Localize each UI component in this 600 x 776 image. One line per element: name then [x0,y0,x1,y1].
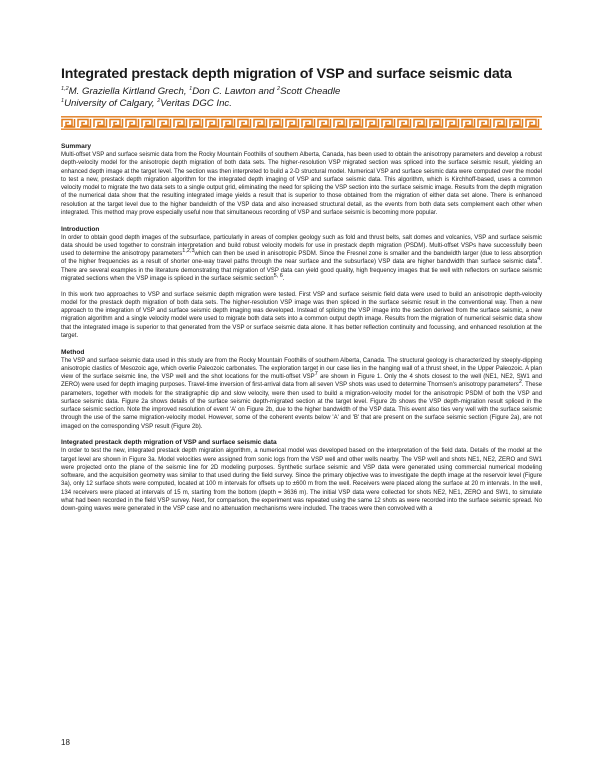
greek-key-unit [382,119,395,127]
greek-key-unit [446,119,459,127]
author-3: Scott Cheadle [280,86,341,97]
greek-key-unit [478,119,491,127]
greek-key-unit [350,119,363,127]
greek-key-unit [318,119,331,127]
method-paragraph: The VSP and surface seismic data used in this study are from the Rocky Mountain Foothills of southern Alberta, Canada. The structural geology is characterized by steeply-dipping anisotropic clastics of Mesozoic age, which overlie Paleozoic carbonates. The exploration target in our case lies in the hanging wall of a thrust sheet, in the Upper Paleozoic. A plan view of the surface seismic line, the VSP well and the shot locations for the multi-offset VSP$^7$ are shown in Figure 1. Only the 4 shots closest to the well (NE1, NE2, SW1 and ZERO) were used for depth imaging purposes. Travel-time inversion of first-arrival data from all seven VSP shots was used to determine Thomsen's anisotropy parameters$^2$. These parameters, together with models for the stratigraphic dip and slow velocity, were then used to build a migration-velocity model for the anisotropic PSDM of both the VSP and surface seismic data. Figure 2a shows details of the surface seismic depth-migrated section at the target level. Figure 2b shows the VSP depth-migration result spliced in the surface seismic section. Note the improved resolution of event 'A' on Figure 2b, due to the higher bandwidth of the VSP data. This event also ties very well with the surface seismic through the use of the same migration-velocity model. However, some of the coherent events below 'A' and 'B' that are present on the surface seismic section (Figure 2a), are not imaged on the corresponding VSP result (Figure 2b). [61,357,542,430]
integrated-heading: Integrated prestack depth migration of VSP and surface seismic data [61,439,277,447]
greek-key-unit [206,119,219,127]
greek-key-unit [494,119,507,127]
greek-key-unit [110,119,123,127]
author-sup-3: 2 [277,85,281,92]
paper-body [61,142,542,513]
greek-key-unit [414,119,427,127]
greek-key-unit [510,119,523,127]
affiliation-line [61,98,542,110]
greek-key-unit [302,119,315,127]
greek-key-unit [158,119,171,127]
greek-key-unit [462,119,475,127]
greek-key-unit [190,119,203,127]
greek-key-unit [270,119,283,127]
method-heading: Method [61,348,85,356]
greek-key-unit [286,119,299,127]
author-2: Don C. Lawton and [192,86,278,97]
greek-key-unit [222,119,235,127]
affiliation-2: Veritas DGC Inc. [160,97,232,109]
affiliation-1: University of Calgary, [64,97,158,109]
greek-key-unit [94,119,107,127]
greek-key-border [61,116,542,130]
paper-title: Integrated prestack depth migration of VSP and surface seismic data [61,66,512,82]
greek-key-unit [366,119,379,127]
greek-key-unit [526,119,539,127]
affiliation-sup-1: 1 [61,97,65,104]
greek-key-unit [142,119,155,127]
greek-key-unit [398,119,411,127]
greek-key-unit [430,119,443,127]
introduction-paragraph-2: In this work two approaches to VSP and surface seismic depth migration were tested. First VSP and surface seismic field data were used to build an anisotropic depth-velocity model for the prestack depth migration of both data sets. The higher-resolution VSP image was then spliced in the surface seismic result in the conventional way. Then a new approach to the integration of VSP and surface seismic depth imaging was developed. Instead of splicing the VSP image into the section derived from the surface seismic, a new migration algorithm and a single velocity model were used to migrate both data sets into a common output depth image. Results from the migration of numerical seismic data show that the integrated image is superior to that generated from the VSP or surface seismic data alone. It has better reflection continuity and focussing, and enhanced resolution at the target. [61,291,542,339]
integrated-paragraph: In order to test the new, integrated prestack depth migration algorithm, a numerical model was developed based on the interpretation of the field data. Details of the model at the target level are shown in Figure 3a. Model velocities were assigned from sonic logs from the VSP well and other wells nearby. The VSP well and shots NE1, NE2, ZERO and SW1 were projected onto the plane of the seismic line for 2D modeling purposes. Synthetic surface seismic and VSP data were generated using commercial numerical modeling software, and the acquisition geometry was similar to that used during the field survey. Since the primary objective was to investigate the depth image at the reservoir level (Figure 3a), only 12 surface shots were computed, located at 100 m intervals for offsets up to ±600 m from the well. Receivers were placed along the surface at 20 m intervals. In the well, 134 receivers were placed at intervals of 15 m, starting from the bottom (depth = 3636 m). The initial VSP data were collected for shots NE2, NE1, ZERO and SW1, to simulate what had been recorded in the field VSP survey. Next, for comparison, the experiment was repeated using the same 12 shots as were recorded into the surface seismic spread. No down-going waves were generated in the VSP case and no attenuation mechanisms were included. The traces were then convolved with a [61,448,542,512]
affiliation-sup-2: 2 [157,97,161,104]
page-number: 18 [61,738,70,747]
introduction-heading: Introduction [61,225,100,233]
greek-key-unit [78,119,91,127]
author-1: M. Graziella Kirtland Grech, [68,86,190,97]
introduction-paragraph-1: In order to obtain good depth images of the subsurface, particularly in areas of complex geology such as fold and thrust belts, salt domes and volcanics, VSP and surface seismic data should be used together to constrain interpretation and build robust velocity models for use in prestack depth migration (PSDM). Multi-offset VSPs have successfully been used to determine the anisotropy parameters$^{1,2,3}$which can then be used in anisotropic PSDM. Since the Fresnel zone is smaller and the bandwidth larger (due to less absorption of the higher frequencies as a result of shorter one-way travel paths through the near surface and the subsurface) VSP data are higher bandwidth than surface seismic data$^4$. There are several examples in the literature demonstrating that migration of VSP data can yield good quality, high frequency images that tie well with reflectors on surface seismic migrated sections when the VSP image is spliced in the surface seismic section$^{5, 6}$. [61,234,542,282]
summary-text: Multi-offset VSP and surface seismic data from the Rocky Mountain Foothills of southern Alberta, Canada, has been used to obtain the anisotropy parameters and develop a robust depth-velocity model for the anisotropic depth migration of both data sets. The higher-resolution VSP migrated section was spliced into the surface seismic result, yielding an enhanced depth image at the target level. The section was then interpreted to build a 2-D structural model. Numerical VSP and surface seismic data were computed over the model to test a new, prestack depth migration algorithm for the integrated depth imaging of VSP and surface seismic data. This algorithm, which is Kirchhoff-based, uses a common velocity model to migrate the two data sets to a single output grid, eliminating the need for splicing the VSP section into the surface seismic image. Results from the depth migration of the numerical data show that the resulting integrated image yields a result that is superior to those obtained from the migration of either data set alone. There is enhanced resolution at the target level due to the higher bandwidth of the VSP data and also increased structural detail, as the events from both data sets complement each other when integrated. This method may prove especially useful now that simultaneous recording of VSP and surface seismic is becoming more popular. [61,152,542,216]
greek-key-unit [174,119,187,127]
author-line [61,86,542,98]
greek-key-unit [238,119,251,127]
greek-key-unit [62,119,75,127]
paper-page [61,66,542,513]
author-sup-2: 1 [189,85,193,92]
summary-heading: Summary [61,143,92,150]
greek-key-unit [126,119,139,127]
greek-key-unit [254,119,267,127]
author-sup-1: 1,2 [61,85,69,92]
greek-key-unit [334,119,347,127]
